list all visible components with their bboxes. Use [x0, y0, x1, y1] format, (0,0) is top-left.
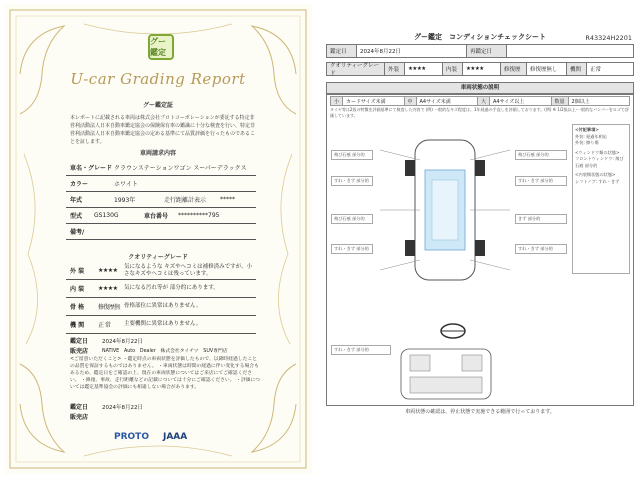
quality-desc: 骨格部位に異常はありません。	[124, 303, 202, 309]
condition-note: すれ・きず 部分的	[331, 244, 373, 254]
grade-exterior-value: ★★★★	[405, 63, 443, 75]
quality-stars: 正 常	[98, 322, 111, 329]
size-legend	[330, 96, 630, 106]
sheet-grade-label: クオリティーグレード	[327, 63, 385, 75]
condition-note: きず 部分的	[515, 214, 567, 224]
quality-label: 機 関	[70, 322, 85, 329]
vehicle-model-label: 型式	[70, 213, 83, 220]
sheet-id: R43324H2201	[585, 34, 632, 42]
vehicle-name-label: 車名・グレード	[70, 165, 113, 172]
vehicle-mileage-label: 走行距離計表示	[164, 197, 207, 204]
appraisal-date-value: 2024年8月22日	[102, 338, 143, 345]
dealer-row	[66, 346, 256, 355]
quality-desc: 主要機関に異常はありません。	[124, 321, 202, 327]
certificate-subtitle: グー鑑定証	[142, 102, 173, 109]
vehicle-model-row	[66, 208, 256, 224]
vehicle-year-value: 1993年	[114, 197, 136, 204]
vehicle-year-row	[66, 192, 256, 208]
logo-row	[114, 432, 187, 442]
quality-row-engine	[66, 316, 256, 334]
quality-desc: 気になる汚れ等が 部分的にあります。	[124, 285, 219, 291]
vehicle-year-label: 年式	[70, 197, 83, 204]
vehicle-name-value: クラウンステーションワゴン スーパーデラックス	[114, 165, 247, 172]
condition-note: 飛び石痕 部分的	[331, 214, 373, 224]
sheet-bottom-note: 車両状態の確認は、停止状態で実施できる範囲で行っております。	[405, 409, 555, 415]
quality-label: 外 装	[70, 268, 85, 275]
sheet-date-row	[326, 44, 634, 58]
condition-note: すれ・きず 部分的	[331, 176, 373, 186]
remarks-line: シフトノブ: すれ・きず	[575, 178, 620, 184]
vehicle-vin-label: 車台番号	[144, 213, 169, 220]
grade-repair-label: 修復歴	[501, 63, 527, 75]
quality-section-title: クオリティーグレード	[128, 254, 188, 261]
quality-desc: 気になるような キズやヘコミは補修済みですが、小さなキズやヘコミは残っています。	[124, 263, 253, 277]
vehicle-model-value: GS130G	[94, 212, 119, 219]
quality-label: 骨 格	[70, 304, 85, 311]
sheet-expiry-label: 再鑑定日	[467, 45, 507, 57]
remarks-line: <ウィンドウ類の状態>	[575, 149, 620, 155]
remarks-panel-title: <付記事項>	[575, 127, 599, 132]
condition-note: 飛び石痕 部分的	[515, 150, 567, 160]
sheet-grade-row	[326, 62, 634, 76]
quality-row-interior	[66, 280, 256, 298]
remarks-line: 外装: 経過年相応	[575, 133, 608, 139]
remarks-line: 外装: 擦り傷	[575, 140, 599, 145]
quality-row-frame	[66, 298, 256, 316]
vehicle-mileage-value: *****	[220, 196, 235, 203]
vehicle-section-title: 車両請求内容	[139, 150, 176, 157]
certificate-intro: 本レポートに記載される車両は株式会社プロトコーポレーションが委託する特定非営利活動法人日本自動車鑑定協会の保険保有車の鑑識に十分な検査を行い、特定非営利活動法人日本自動車鑑定協会の定める基準にて品質評価を行ったものであることを証します。	[70, 115, 256, 145]
quality-stars: ★★★★	[98, 267, 118, 274]
condition-note: すれ・きず 部分的	[515, 244, 567, 254]
steering-wheel-icon	[438, 322, 468, 340]
certificate-notes: <ご留意いただくこと> ・鑑定時点の車両状態を評価したもので、以降時経過したことの品質を保証するものではありません。 ・車両状態は時間の経過に伴い変化する場合もあるため、鑑定日をご確認の上、現在の車両状態についてはご来店にてご確認ください。 ・修復、事故、走行距離などの記載については十分にご確認ください。 ・評価については鑑定基準協会の評価にも相違しない場合があります。	[70, 357, 260, 390]
footer-date-value: 2024年8月22日	[102, 404, 143, 411]
sheet-date-value: 2024年8月22日	[357, 45, 467, 57]
legend-item: A4サイズ未満	[417, 97, 478, 105]
remarks-panel	[572, 124, 630, 274]
legend-item: 2個以上	[571, 98, 590, 105]
footer-date-row	[66, 402, 256, 411]
diagram-title: 車両状態の説明	[326, 82, 634, 94]
grade-interior-label: 内装	[443, 63, 463, 75]
appraisal-date-row	[66, 336, 256, 345]
grade-engine-value: 正常	[590, 67, 602, 73]
vehicle-remarks-label: 備考/	[70, 229, 85, 236]
grade-exterior-label: 外装	[385, 63, 405, 75]
legend-item: カードサイズ未満	[343, 97, 404, 105]
legend-item: 小	[331, 97, 343, 105]
certificate-script-title: U-car Grading Report	[70, 70, 246, 88]
remarks-line: <内装類状態の状態>	[575, 172, 616, 177]
quality-stars: 修復歴無	[98, 304, 121, 311]
vehicle-name-row	[66, 160, 256, 176]
grade-engine-label: 機関	[567, 63, 587, 75]
condition-note: すれ・きず 部分的	[515, 176, 567, 186]
condition-note: すれ・きず 部分的	[331, 345, 391, 355]
footer-date-label: 鑑定日	[70, 404, 89, 411]
grade-repair-value: 修復歴無し	[527, 63, 567, 75]
legend-item: 中	[405, 97, 417, 105]
quality-row-exterior	[66, 262, 256, 280]
legend-note: タイヤ等は2級の特徴を評価基準にて検査した内容で (例) 一般的なキズ程度は、1年経過の手直しを評価しております。(例) ※ 1/2級以上-一般的なバンパーをロゴで評価しています。	[330, 107, 629, 118]
sheet-date-label: 鑑定日	[327, 45, 357, 57]
quality-stars: ★★★★	[98, 285, 118, 292]
vehicle-color-label: カラー	[70, 181, 89, 188]
sheet-title: グー鑑定 コンディションチェックシート	[413, 33, 547, 41]
dealer-value: NATIVE Auto Dealer 株式会社タイチツ SUV専門店	[102, 349, 228, 354]
grade-interior-value: ★★★★	[463, 63, 501, 75]
legend-item: 数量	[552, 97, 569, 105]
footer-shop-label: 販売店	[70, 414, 89, 421]
car-top-view-diagram	[380, 130, 510, 290]
vehicle-remarks-row	[66, 224, 256, 240]
dealer-label: 販売店	[70, 348, 89, 355]
goo-appraisal-badge: グー鑑定	[148, 34, 174, 60]
appraisal-date-label: 鑑定日	[70, 338, 89, 345]
proto-logo: PROTO	[114, 432, 149, 442]
remarks-line: フロントウィンドウ: 飛び石痕 部分的	[575, 156, 624, 168]
legend-item: 大	[478, 97, 490, 105]
jaaa-logo: JAAA	[162, 432, 188, 442]
vehicle-color-row	[66, 176, 256, 192]
condition-note: 飛び石痕 部分的	[331, 150, 373, 160]
vehicle-vin-value: **********795	[178, 212, 220, 219]
legend-item: A4サイズ以上	[490, 97, 551, 105]
interior-seat-diagram	[396, 345, 496, 403]
vehicle-color-value: ホワイト	[114, 181, 138, 188]
footer-shop-row	[66, 412, 256, 421]
sheet-expiry-value	[507, 45, 633, 57]
grading-certificate	[4, 4, 312, 474]
quality-label: 内 装	[70, 286, 85, 293]
